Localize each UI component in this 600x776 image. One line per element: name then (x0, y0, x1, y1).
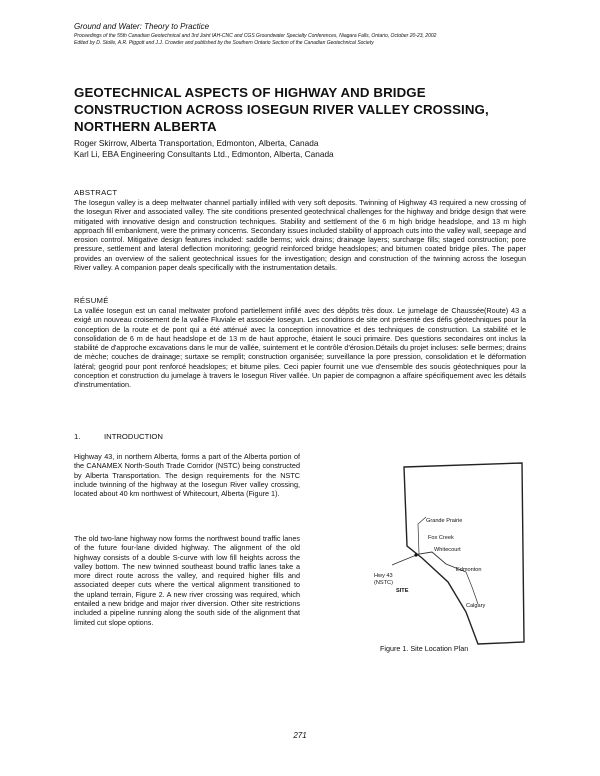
intro-paragraph-1: Highway 43, in northern Alberta, forms a part of the Alberta portion of the CANAMEX North-South Trade Corridor (NSTC) being constructed by Alberta Transportation. The design requirements for the NSTC include twinning of the highway at the Iosegun River valley crossing, located about 40 km northwest of Whitecourt, Alberta (Figure 1). (74, 452, 300, 499)
label-hwy43: Hwy 43 (374, 573, 393, 579)
label-fox-creek: Fox Creek (428, 535, 454, 541)
abstract-heading: ABSTRACT (74, 188, 118, 197)
page-number: 271 (293, 731, 307, 740)
site-location-map (374, 462, 526, 646)
label-nstc: (NSTC) (374, 580, 393, 586)
label-whitecourt: Whitecourt (434, 547, 461, 553)
label-edmonton: Edmonton (456, 567, 482, 573)
label-grande-prairie: Grande Prairie (426, 518, 463, 524)
author-list (74, 138, 334, 160)
introduction-heading (74, 432, 163, 441)
site-marker (414, 553, 417, 556)
label-site: SITE (396, 588, 409, 594)
resume-heading: RÉSUMÉ (74, 296, 109, 305)
proceedings-line-2: Edited by D. Stolle, A.R. Piggott and J.J. Crowder and published by the Southern Ontario Section of the Canadian Geotechnical Society (74, 40, 374, 46)
author-2: Karl Li, EBA Engineering Consultants Ltd., Edmonton, Alberta, Canada (74, 149, 334, 159)
author-1: Roger Skirrow, Alberta Transportation, Edmonton, Alberta, Canada (74, 138, 319, 148)
section-number: 1. (74, 432, 81, 441)
proceedings-info (74, 33, 544, 47)
abstract-text: The Iosegun valley is a deep meltwater channel partially infilled with very soft deposits. Twinning of Highway 43 required a new crossing of the Iosegun River and associated valley. The site conditions presented geotechnical challenges for the highway and bridge design that were mitigated with innovative design and construction techniques. Stability and settlement of the 6 m high bridge headslope, and 13 m high approach fill embankment, were the primary concerns. Secondary issues included stability of approach cuts into the valley wall, seepage and erosion control. Mitigative design features included: saddle berms; wick drains; drainage layers; surcharge fills; staged construction; pore pressure, settlement and lateral deflection monitoring; geogrid reinforced bridge headslopes; and bitumen coated bridge piles. The paper provides an overview of the salient geotechnical issues for the investigation; design and construction of the twinning across the Iosegun River valley. A companion paper deals specifically with the instrumentation details. (74, 198, 526, 273)
figure-caption: Figure 1. Site Location Plan (380, 644, 469, 653)
proceedings-line-1: Proceedings of the 55th Canadian Geotechnical and 3rd Joint IAH-CNC and CGS Groundwater Specialty Conferences, Niagara Falls, Ontario, October 20-23, 2002 (74, 33, 437, 39)
paper-title: GEOTECHNICAL ASPECTS OF HIGHWAY AND BRIDGE CONSTRUCTION ACROSS IOSEGUN RIVER VALLEY CROSSING, NORTHERN ALBERTA (74, 85, 489, 134)
label-calgary: Calgary (466, 603, 486, 609)
resume-text: La vallée Iosegun est un canal meltwater profond partiellement infillé avec des dépôts très doux. Le jumelage de Chaussée(Route) 43 a exigé un nouveau croisement de la vallée Fluviale et associée Iosegun. Les conditions de site ont présenté des défis géotechniques pour la conception de la route et de pont qui a été atténué avec la conception innovatrice et des techniques de construction. La stabilité et le consolidation de 6 m de haut headslope et de 13 m de haut approche, étaient le souci primaire. Des questions secondaires ont inclus la stabilité de d'approche excavations dans le mur de vallée, suintement et le contrôle d'érosion.Détails du projet incluses: selle bermes; drains de mèche; couches de drainage; surtaxe se remplit; construction organisée; surveillance la pore pression, consolidation et le déformation latéral; geogrid pour pont renforcé headslopes; et bitume piles. Ceci papier fournit une vue d'ensemble des soucis géotechniques pour la conception et construction du jumelage à travers le Iosegun River vallée. Un papier de compagnon a affaire spécifiquement avec les détails d'instrumentation. (74, 306, 526, 390)
alberta-map-svg (374, 462, 526, 646)
section-title: INTRODUCTION (104, 432, 163, 441)
series-title: Ground and Water: Theory to Practice (74, 22, 210, 31)
intro-paragraph-2: The old two-lane highway now forms the northwest bound traffic lanes of the future four-lane divided highway. The alignment of the old highway consists of a double S-curve with low fill heights across the valley bottom. The new twinned southeast bound traffic lanes take a more direct route across the valley, and required higher fills and associated deeper cuts where the vertical alignment transitioned to the upland terrain, Figure 2. A new river crossing was required, which entailed a new bridge and major river diversion. Other site restrictions included a pipeline running along the south side of the alignment that limited cut slope options. (74, 534, 300, 627)
